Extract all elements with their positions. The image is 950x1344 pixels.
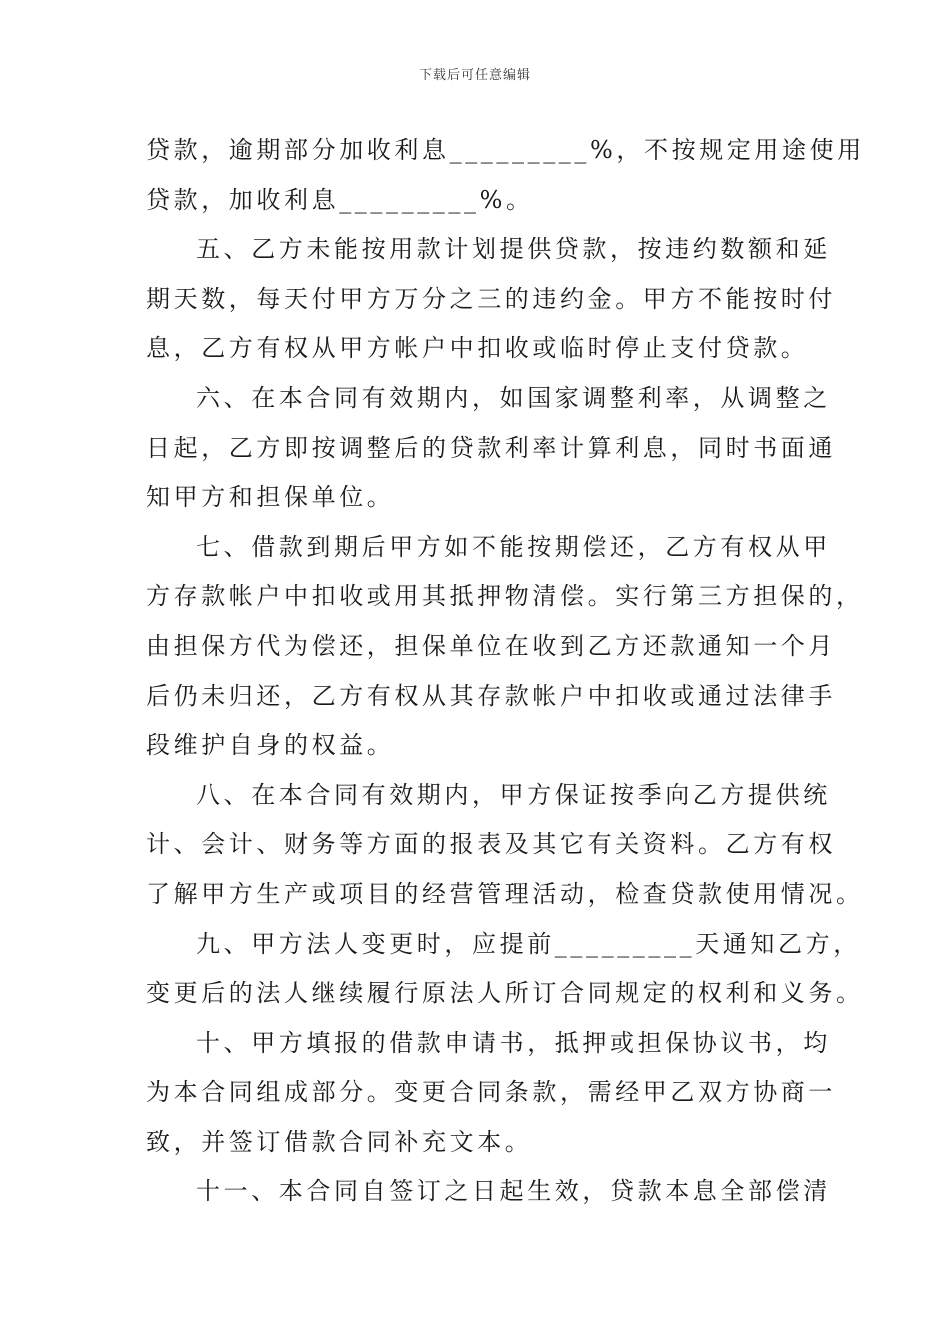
text-line: 贷款，逾期部分加收利息_________%，不按规定用途使用	[146, 136, 865, 164]
text-line: 计、会计、财务等方面的报表及其它有关资料。乙方有权	[146, 830, 836, 859]
text-line: 为本合同组成部分。变更合同条款，需经甲乙双方协商一	[146, 1078, 836, 1107]
text-line: 六、在本合同有效期内，如国家调整利率，从调整之	[196, 383, 831, 412]
text-line: 由担保方代为偿还，担保单位在收到乙方还款通知一个月	[146, 631, 836, 660]
text-line: 息，乙方有权从甲方帐户中扣收或临时停止支付贷款。	[146, 334, 809, 363]
text-line: 方存款帐户中扣收或用其抵押物清偿。实行第三方担保的，	[146, 582, 864, 611]
page-header: 下载后可任意编辑	[418, 68, 531, 83]
text-line: 日起，乙方即按调整后的贷款利率计算利息，同时书面通	[146, 433, 836, 462]
text-line: 致，并签订借款合同补充文本。	[146, 1127, 533, 1156]
text-line: 五、乙方未能按用款计划提供贷款，按违约数额和延	[196, 235, 831, 264]
document-body	[146, 126, 865, 1217]
text-line: 了解甲方生产或项目的经营管理活动，检查贷款使用情况。	[146, 879, 864, 908]
text-line: 期天数，每天付甲方万分之三的违约金。甲方不能按时付	[146, 284, 836, 313]
text-line: 知甲方和担保单位。	[146, 483, 395, 512]
text-line: 八、在本合同有效期内，甲方保证按季向乙方提供统	[196, 780, 831, 809]
text-line: 七、借款到期后甲方如不能按期偿还，乙方有权从甲	[196, 532, 831, 561]
text-line: 九、甲方法人变更时，应提前_________天通知乙方，	[196, 929, 861, 958]
text-line: 贷款，加收利息_________%。	[146, 185, 534, 214]
text-line: 变更后的法人继续履行原法人所订合同规定的权利和义务。	[146, 979, 864, 1008]
text-line: 十一、本合同自签订之日起生效，贷款本息全部偿清	[196, 1177, 831, 1206]
text-line: 后仍未归还，乙方有权从其存款帐户中扣收或通过法律手	[146, 681, 836, 710]
text-line: 段维护自身的权益。	[146, 731, 395, 760]
text-line: 十、甲方填报的借款申请书，抵押或担保协议书，均	[196, 1028, 831, 1057]
